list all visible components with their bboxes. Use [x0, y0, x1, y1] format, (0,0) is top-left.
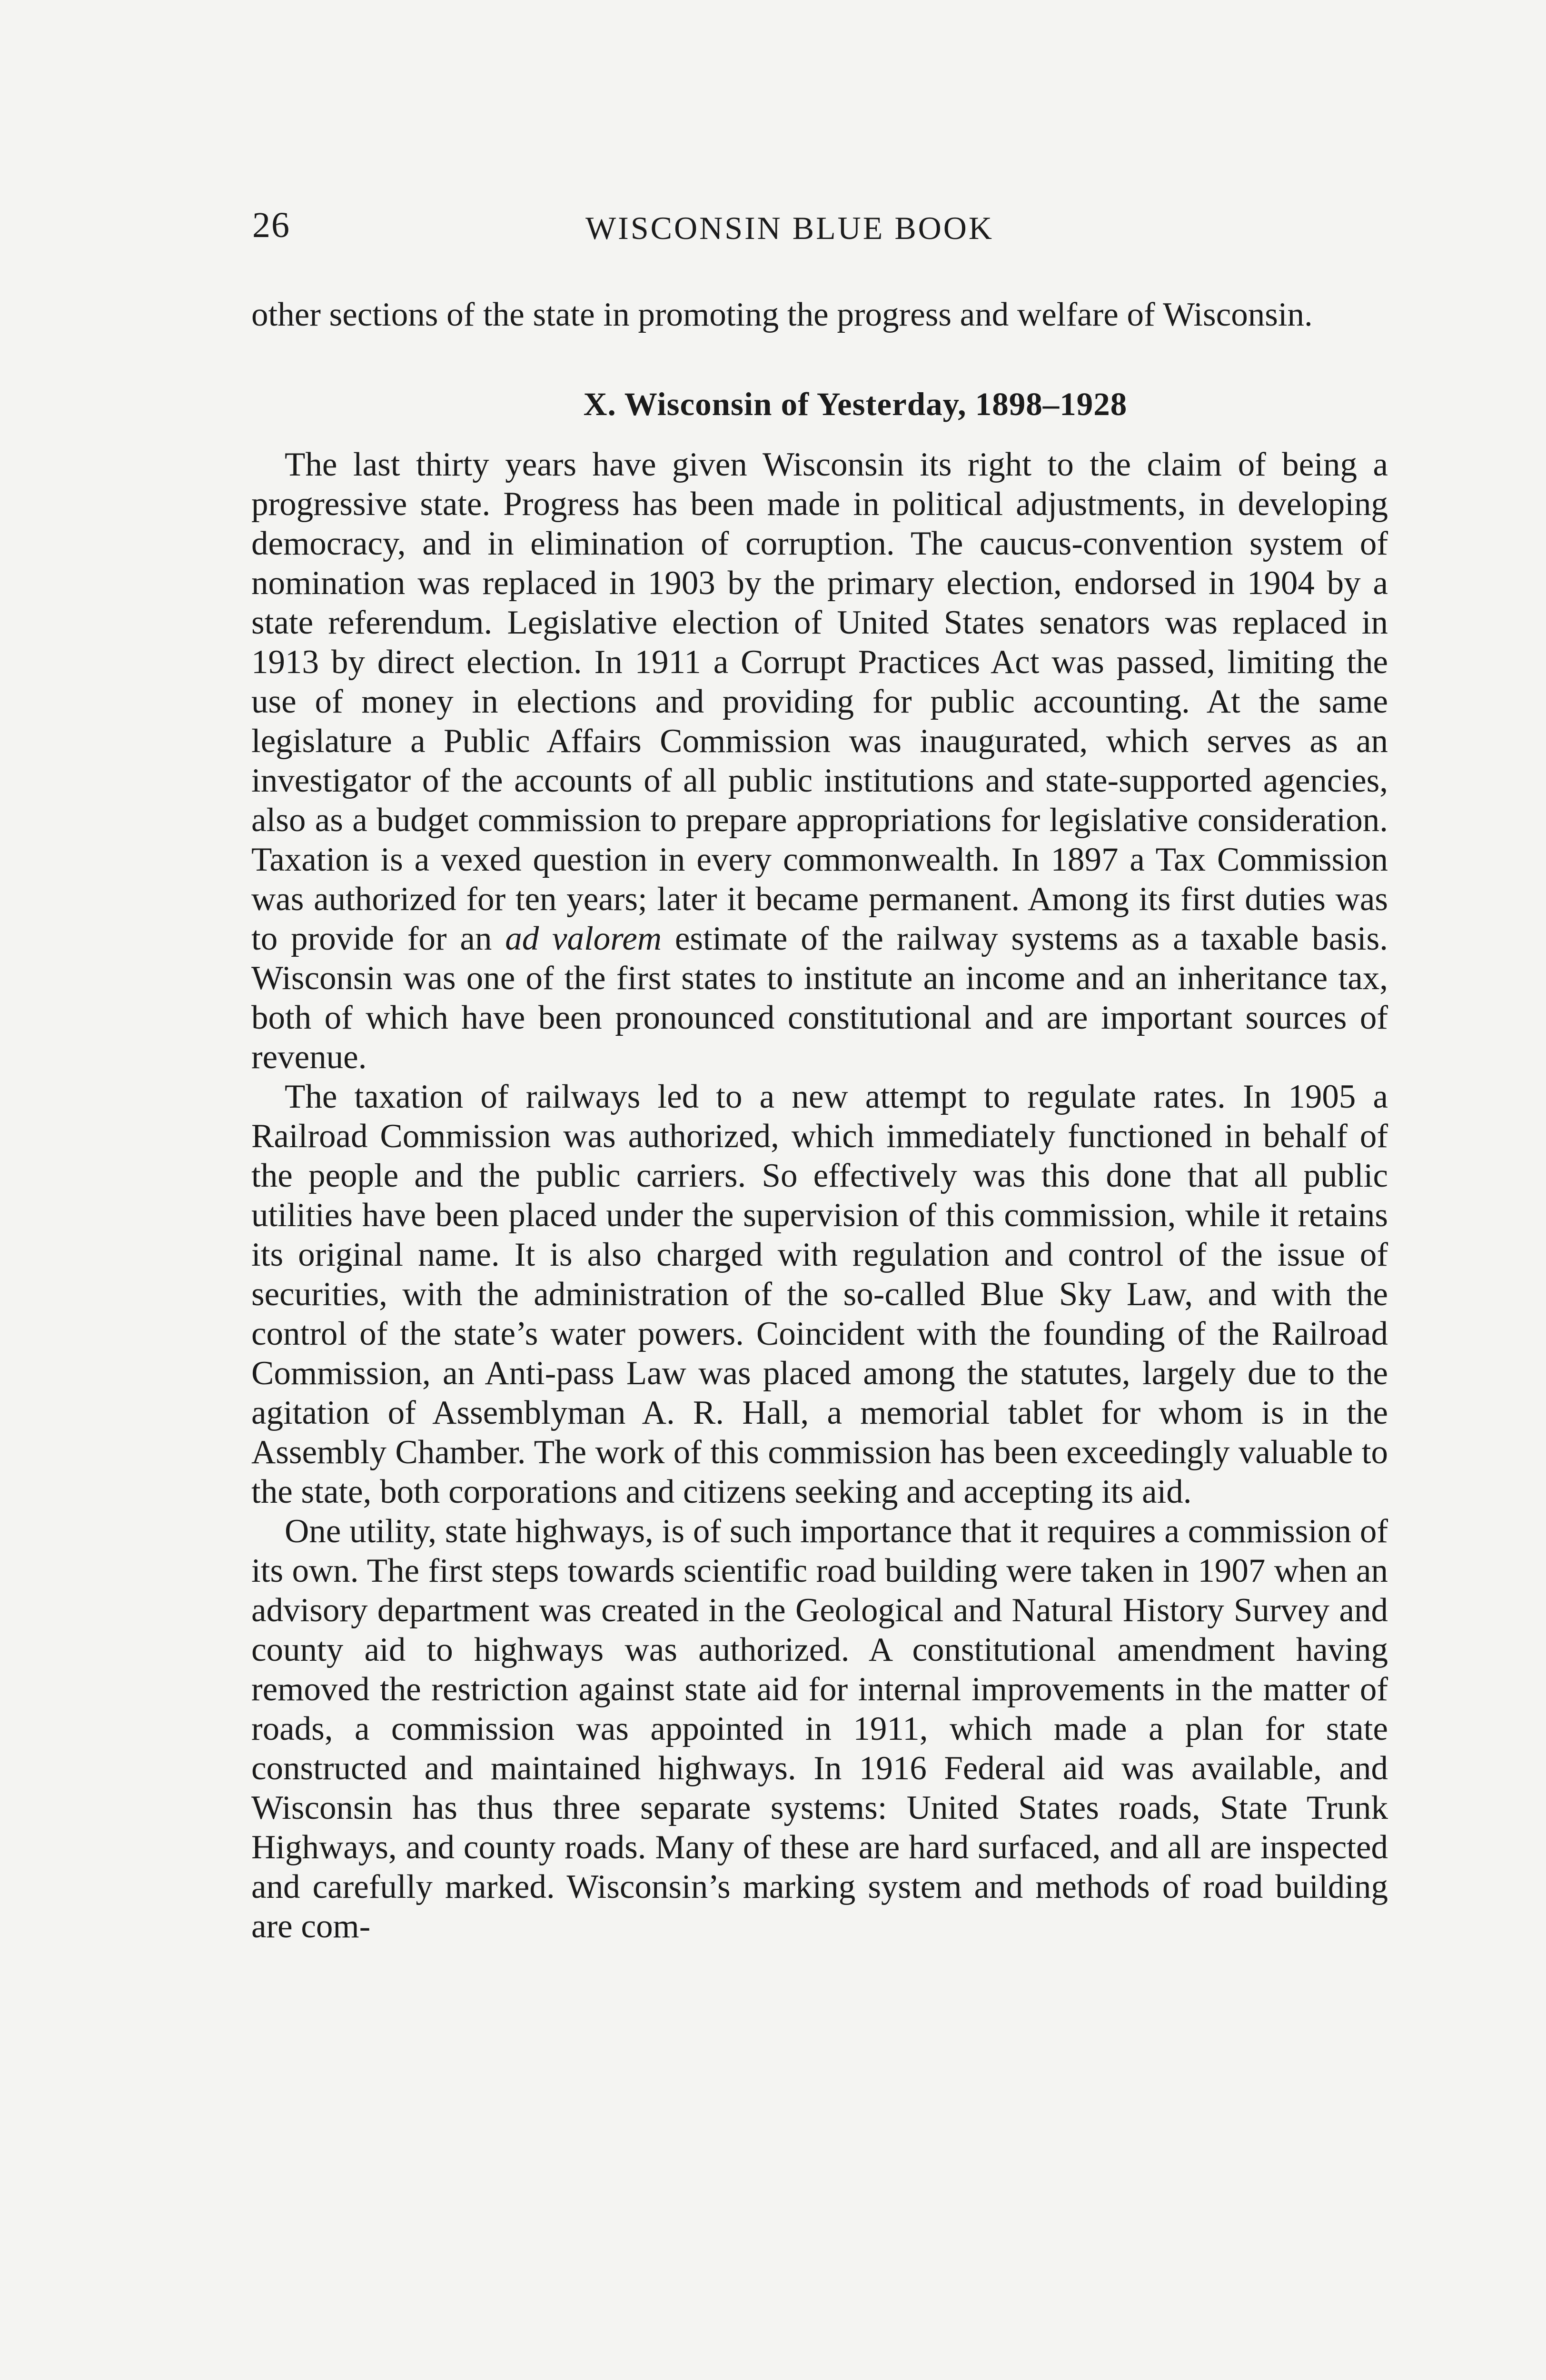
paragraph-1-text-b: estimate of the railway systems as a taxable basis. Wisconsin was one of the first states to institute an income and an inheritance tax, both of which have been pronounced constitutional and are important sources of revenue.	[251, 920, 1388, 1076]
page-number: 26	[252, 205, 290, 245]
continuation-paragraph: other sections of the state in promoting the progress and welfare of Wisconsin.	[251, 296, 1313, 333]
page-header	[252, 205, 1390, 252]
section-heading: X. Wisconsin of Yesterday, 1898–1928	[583, 386, 1128, 422]
body-text	[251, 295, 1388, 1946]
paragraph-1-text-a: The last thirty years have given Wisconsin its right to the claim of being a progressive state. Progress has been made in political adjustments, in developing democracy, and in elimination of corruption. The caucus-convention system of nomination was replaced in 1903 by the primary election, endorsed in 1904 by a state referendum. Legislative election of United States senators was replaced in 1913 by direct election. In 1911 a Corrupt Practices Act was passed, limiting the use of money in elections and providing for public accounting. At the same legislature a Public Affairs Commission was inaugurated, which serves as an investigator of the accounts of all public institutions and state-supported agencies, also as a budget commission to prepare appropriations for legislative consideration. Taxation is a vexed question in every commonwealth. In 1897 a Tax Commission was authorized for ten years; later it became permanent. Among its first duties was to provide for an	[251, 446, 1388, 957]
running-title: WISCONSIN BLUE BOOK	[585, 210, 994, 246]
paragraph-3: One utility, state highways, is of such importance that it requires a commission of its own. The first steps towards scientific road building were taken in 1907 when an advisory department was created in the Geological and Natural History Survey and county aid to highways was authorized. A constitutional amendment having removed the restriction against state aid for internal improvements in the matter of roads, a commission was appointed in 1911, which made a plan for state constructed and maintained highways. In 1916 Federal aid was available, and Wisconsin has thus three separate systems: United States roads, State Trunk Highways, and county roads. Many of these are hard surfaced, and all are inspected and carefully marked. Wisconsin’s marking system and methods of road building are com-	[251, 1513, 1388, 1945]
paragraph-1-italic: ad valorem	[505, 920, 662, 957]
paragraph-1	[251, 445, 1388, 1077]
paragraph-2: The taxation of railways led to a new attempt to regulate rates. In 1905 a Railroad Commission was authorized, which immediately functioned in behalf of the people and the public carriers. So effectively was this done that all public utilities have been placed under the supervision of this commission, while it retains its original name. It is also charged with regulation and control of the issue of securities, with the administration of the so-called Blue Sky Law, and with the control of the state’s water powers. Coincident with the founding of the Railroad Commission, an Anti-pass Law was placed among the statutes, largely due to the agitation of Assemblyman A. R. Hall, a memorial tablet for whom is in the Assembly Chamber. The work of this commission has been exceedingly valuable to the state, both corporations and citizens seeking and accepting its aid.	[251, 1078, 1388, 1510]
